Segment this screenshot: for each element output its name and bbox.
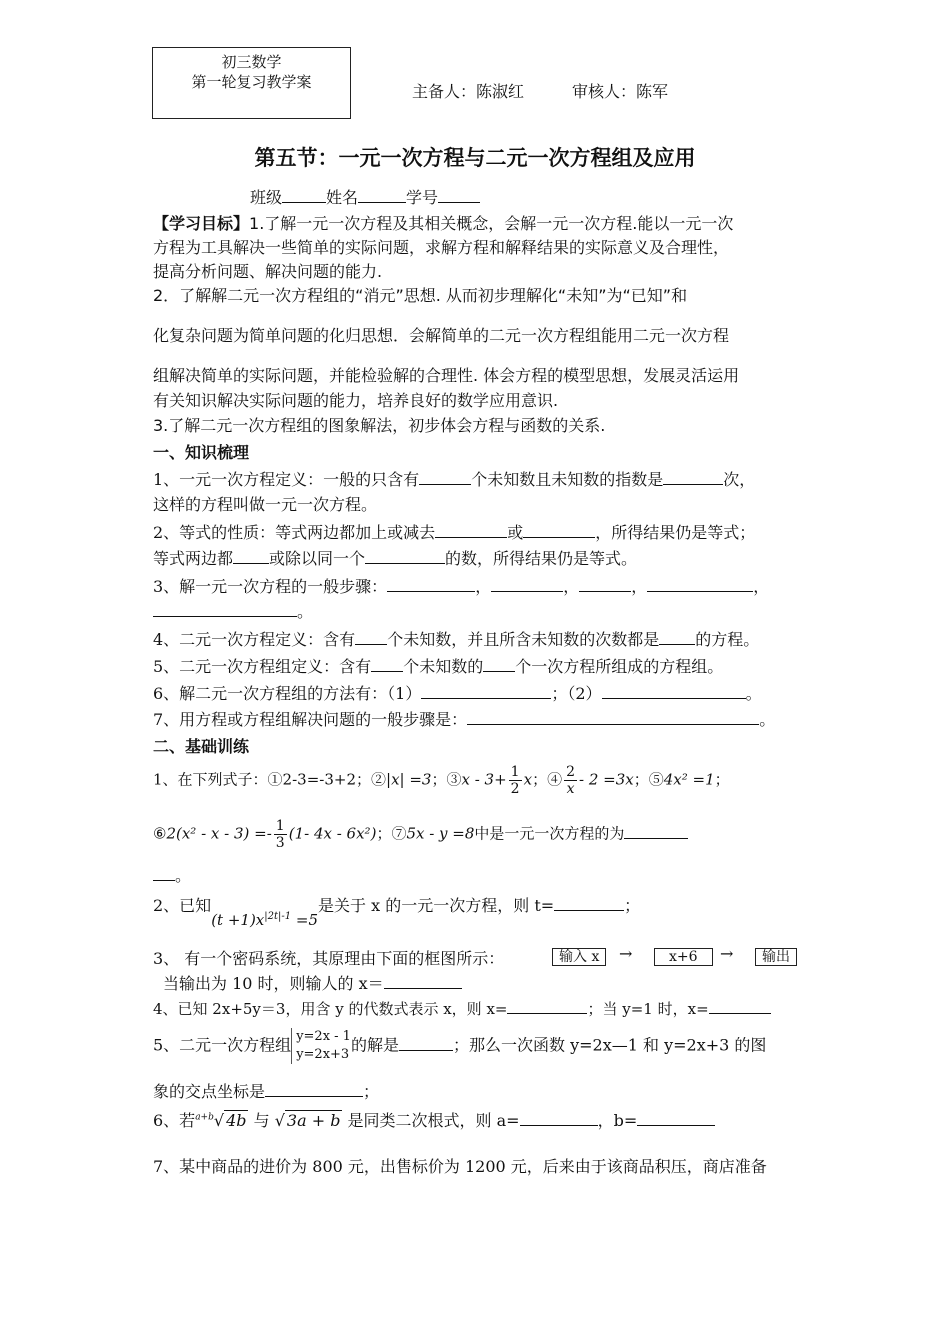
q1-expr-3a: x - 3+ — [461, 770, 507, 789]
q1-sep-2: ；② — [356, 770, 387, 789]
flow-box-process — [654, 946, 713, 966]
frac-num: 1 — [275, 818, 285, 834]
k5-text-c: 个一次方程所组成的方程组。 — [515, 657, 724, 676]
section-1-heading: 一、知识梳理 — [153, 443, 250, 462]
q1-text-a: 1、在下列式子：① — [153, 770, 283, 789]
k6-blank-2[interactable] — [602, 683, 746, 699]
k1-blank-1[interactable] — [419, 469, 471, 485]
goal-3: 3.了解二元一次方程组的图象解法，初步体会方程与函数的关系. — [153, 416, 606, 435]
course-subject: 初三数学 — [221, 53, 282, 71]
k3-blank-2[interactable] — [491, 576, 563, 592]
q6 — [153, 1108, 715, 1131]
q1-text-b: 中是一元一次方程的为 — [474, 824, 625, 843]
flow-box-input — [552, 946, 606, 966]
q2-text-c: ； — [624, 896, 641, 915]
k5 — [153, 654, 723, 677]
k1-line-b: 这样的方程叫做一元一次方程。 — [153, 495, 378, 514]
course-box — [152, 47, 351, 119]
q3-blank[interactable] — [384, 973, 462, 989]
k1-text-a: 1、一元一次方程定义：一般的只含有 — [153, 470, 420, 489]
k1-text-b: 个未知数且未知数的指数是 — [471, 470, 664, 489]
goal-1-line-a — [153, 211, 733, 234]
q1-expr-5: 4x² =1 — [663, 770, 715, 789]
q1-blank-b[interactable] — [153, 865, 175, 881]
k7-period: 。 — [759, 710, 776, 729]
q2 — [153, 893, 641, 929]
reviewer: 审核人：陈军 — [572, 82, 669, 101]
page-title: 第五节：一元一次方程与二元一次方程组及应用 — [254, 146, 696, 170]
q1-expr-1: 2-3=-3+2 — [282, 770, 356, 789]
k3-line-a — [153, 574, 769, 597]
k2-line-b — [153, 546, 637, 569]
goal-1-text-a: 1.了解一元一次方程及其相关概念，会解一元一次方程.能以一元一次 — [249, 214, 734, 233]
q1-expr-6b: (1- 4x - 6x²) — [288, 824, 377, 843]
q5-line-a — [153, 1028, 766, 1064]
id-blank[interactable] — [438, 187, 480, 203]
class-blank[interactable] — [282, 187, 326, 203]
name-blank[interactable] — [358, 187, 406, 203]
flow-box-output — [755, 946, 797, 966]
k2-blank-1[interactable] — [435, 522, 507, 538]
goal-1-line-b: 方程为工具解决一些简单的实际问题，求解方程和解释结果的实际意义及合理性， — [153, 238, 730, 257]
goal-2-line-a: 2．了解解二元一次方程组的“消元”思想. 从而初步理解化“未知”为“已知”和 — [153, 286, 688, 305]
q5-text-d: 象的交点坐标是 — [153, 1082, 266, 1101]
k3-comma-3: ， — [631, 577, 648, 596]
frac-num: 1 — [510, 764, 520, 780]
k2-blank-3[interactable] — [233, 548, 269, 564]
k7-text-a: 7、用方程或方程组解决问题的一般步骤是： — [153, 710, 468, 729]
q1-expr-3b: x — [523, 770, 533, 789]
k5-text-a: 5、二元一次方程组定义：含有 — [153, 657, 372, 676]
k2-line-a — [153, 520, 755, 543]
q1-line-b — [153, 818, 688, 851]
q3-text-a: 3、 有一个密码系统，其原理由下面的框图所示： — [153, 949, 505, 968]
q6-text-a: 6、若 — [153, 1111, 196, 1130]
k3-blank-5[interactable] — [153, 601, 297, 617]
q1-blank-a[interactable] — [624, 823, 688, 839]
k2-text-e: 或除以同一个 — [269, 549, 366, 568]
student-info — [250, 185, 480, 208]
q2-blank[interactable] — [554, 895, 624, 911]
q1-sep-6: ； — [714, 770, 730, 789]
q1-frac-third — [274, 818, 287, 851]
goals-label: 【学习目标】 — [153, 214, 250, 233]
q5-text-b: 的解是 — [350, 1035, 399, 1055]
q6-text-b: 是同类二次根式，则 a= — [347, 1111, 520, 1130]
k5-blank-2[interactable] — [483, 656, 515, 672]
k7 — [153, 707, 775, 730]
id-label: 学号 — [406, 188, 439, 207]
q6-radicand-1: 4b — [226, 1111, 247, 1130]
goal-2-line-d: 有关知识解决实际问题的能力，培养良好的数学应用意识. — [153, 391, 559, 410]
q4-blank-1[interactable] — [507, 998, 587, 1014]
k4-text-c: 的方程。 — [695, 630, 760, 649]
q1-expr-4b: - 2 =3x — [579, 770, 634, 789]
k3-period: 。 — [297, 602, 314, 621]
q6-with: 与 — [253, 1111, 270, 1130]
sqrt-icon: √ — [213, 1111, 225, 1130]
flow-box-process-label: x+6 — [654, 948, 713, 966]
k2-text-c: ，所得结果仍是等式； — [595, 523, 756, 542]
k2-text-b: 或 — [507, 523, 524, 542]
q1-expr-7: 5x - y =8 — [406, 824, 475, 843]
q4-blank-2[interactable] — [709, 998, 771, 1014]
q1-sep-3: ；③ — [431, 770, 462, 789]
q4-text-a: 4、已知 2x+5y＝3，用含 y 的代数式表示 x，则 x= — [153, 1000, 508, 1018]
k6 — [153, 681, 762, 704]
q5-blank-1[interactable] — [399, 1035, 453, 1051]
sqrt-icon: √ — [274, 1111, 285, 1130]
section-2-heading: 二、基础训练 — [153, 737, 250, 756]
k6-blank-1[interactable] — [421, 683, 551, 699]
q5-blank-2[interactable] — [265, 1081, 363, 1097]
q1-circle-6: ⑥ — [153, 824, 167, 843]
q4 — [153, 998, 771, 1019]
k2-text-a: 2、等式的性质：等式两边都加上或减去 — [153, 523, 436, 542]
q2-expr-base: (t +1)x — [211, 911, 265, 929]
frac-den: 2 — [510, 781, 520, 797]
q1-line-a — [153, 764, 730, 797]
course-subtitle: 第一轮复习教学案 — [191, 73, 312, 91]
frac-num: 2 — [566, 764, 575, 780]
k4-blank-2[interactable] — [659, 629, 695, 645]
arrow-right-icon: → — [720, 944, 734, 963]
q6-blank-1[interactable] — [520, 1110, 598, 1126]
q6-text-c: ，b= — [597, 1111, 638, 1130]
goal-2-line-b: 化复杂问题为简单问题的化归思想．会解简单的二元一次方程组能用二元一次方程 — [153, 326, 730, 345]
preparer: 主备人：陈淑红 — [412, 82, 525, 101]
k3-blank-1[interactable] — [387, 576, 475, 592]
q3-line-a — [153, 946, 504, 969]
flow-box-input-label: 输入 x — [552, 948, 606, 966]
q3-line-b — [163, 971, 462, 994]
class-label: 班级 — [250, 188, 283, 207]
arrow-right-icon: → — [619, 944, 633, 963]
k2-text-d: 等式两边都 — [153, 549, 234, 568]
frac-den: x — [566, 781, 575, 797]
k2-text-f: 的数，所得结果仍是等式。 — [445, 549, 638, 568]
q5-eq-1: y=2x - 1 — [296, 1029, 351, 1044]
k4-text-a: 4、二元一次方程定义：含有 — [153, 630, 356, 649]
k7-blank[interactable] — [467, 709, 759, 725]
q1-expr-6a: 2(x² - x - 3) =- — [166, 824, 272, 843]
q2-expr — [211, 911, 318, 929]
q1-sep-4: ；④ — [532, 770, 563, 789]
q6-radicand-2: 3a + b — [286, 1111, 341, 1130]
q5-system — [291, 1028, 351, 1064]
k5-blank-1[interactable] — [371, 656, 403, 672]
q6-blank-2[interactable] — [637, 1110, 715, 1126]
q1-expr-2: |x| =3 — [386, 770, 432, 789]
goal-1-line-c: 提高分析问题、解决问题的能力. — [153, 262, 383, 281]
k1-text-c: 次， — [723, 470, 756, 489]
k3-blank-3[interactable] — [579, 576, 631, 592]
q1-end: 。 — [175, 866, 192, 885]
goal-2-line-c: 组解决简单的实际问题，并能检验解的合理性. 体会方程的模型思想，发展灵活运用 — [153, 366, 740, 385]
q7: 7、某中商品的进价为 800 元，出售标价为 1200 元，后来由于该商品积压，商店准备 — [153, 1157, 767, 1176]
q5-eq-2: y=2x+3 — [296, 1047, 350, 1062]
k6-text-a: 6、解二元一次方程组的方法有：（1） — [153, 684, 422, 703]
q5-text-a: 5、二元一次方程组 — [153, 1035, 292, 1055]
flow-box-output-label: 输出 — [755, 948, 797, 966]
q1-frac-2-over-x — [564, 764, 577, 797]
k5-text-b: 个未知数的 — [403, 657, 484, 676]
k3-comma-2: ， — [563, 577, 580, 596]
k3-comma-1: ， — [475, 577, 492, 596]
k3-line-b — [153, 599, 313, 622]
q2-text-b: 是关于 x 的一元一次方程，则 t= — [318, 896, 555, 915]
q2-exponent: |2t|-1 — [264, 911, 292, 922]
q6-root-index: a+b — [195, 1112, 214, 1123]
q4-text-b: ；当 y=1 时，x= — [587, 1000, 709, 1018]
q5-line-b — [153, 1079, 379, 1102]
k6-text-b: ；（2） — [551, 684, 602, 703]
k4-text-b: 个未知数，并且所含未知数的次数都是 — [387, 630, 660, 649]
q5-text-e: ； — [363, 1082, 380, 1101]
q2-text-a: 2、已知 — [153, 896, 212, 915]
k1-blank-2[interactable] — [663, 469, 723, 485]
k4-blank-1[interactable] — [355, 629, 387, 645]
k2-blank-2[interactable] — [523, 522, 595, 538]
frac-den: 3 — [275, 835, 285, 851]
k6-period: 。 — [745, 684, 762, 703]
k3-comma-4: ， — [753, 577, 770, 596]
name-label: 姓名 — [326, 188, 359, 207]
k1-line-a — [153, 467, 755, 490]
k3-blank-4[interactable] — [647, 576, 753, 592]
q1-frac-half — [509, 764, 522, 797]
q3-text-b: 当输出为 10 时，则输人的 x＝ — [163, 974, 384, 993]
k4 — [153, 627, 759, 650]
q1-sep-7: ；⑦ — [376, 824, 407, 843]
q2-expr-rhs: =5 — [295, 911, 319, 929]
q5-text-c: ；那么一次函数 y=2x—1 和 y=2x+3 的图 — [452, 1035, 767, 1055]
q1-sep-5: ；⑤ — [633, 770, 664, 789]
q1-line-c — [153, 863, 191, 886]
k3-text-a: 3、解一元一次方程的一般步骤： — [153, 577, 388, 596]
k2-blank-4[interactable] — [365, 548, 445, 564]
